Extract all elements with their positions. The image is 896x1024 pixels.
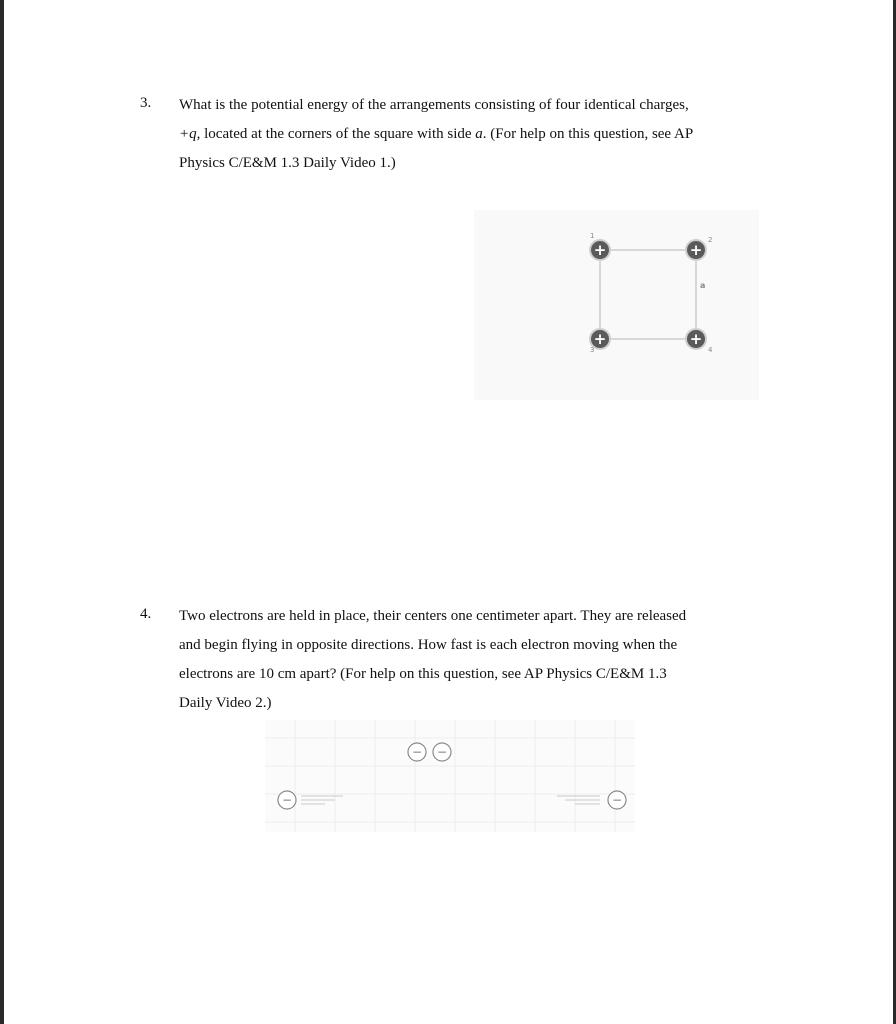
svg-text:+: +: [689, 241, 703, 259]
electron-initial-right: [433, 743, 451, 761]
svg-text:−: −: [281, 793, 293, 807]
question-text: [179, 91, 759, 178]
side-label: a: [700, 281, 706, 290]
charge-symbol: +q: [179, 126, 197, 142]
motion-lines-left: [301, 796, 343, 804]
question-text: [179, 602, 759, 718]
positive-charge-1: [590, 240, 610, 260]
electrons-figure: [265, 720, 635, 832]
corner-label-2: 2: [708, 236, 713, 244]
page-left-border: [0, 0, 4, 1024]
question-line: electrons are 10 cm apart? (For help on this question, see AP Physics C/E&M 1.3: [179, 666, 667, 682]
motion-lines-right: [557, 796, 600, 804]
question-line: [179, 120, 759, 149]
svg-text:−: −: [611, 793, 623, 807]
corner-label-4: 4: [708, 346, 713, 354]
question-line: Two electrons are held in place, their centers one centimeter apart. They are released: [179, 608, 687, 624]
electron-final-right: [608, 791, 626, 809]
question-line-text: . (For help on this question, see AP: [482, 126, 694, 142]
svg-text:+: +: [593, 241, 607, 259]
corner-label-1: 1: [590, 232, 595, 240]
svg-text:−: −: [411, 745, 423, 759]
positive-charge-4: [686, 329, 706, 349]
svg-text:+: +: [689, 330, 703, 348]
positive-charge-2: [686, 240, 706, 260]
electron-initial-left: [408, 743, 426, 761]
question-line: Daily Video 2.): [179, 695, 272, 711]
question-line: and begin flying in opposite directions. How fast is each electron moving when the: [179, 637, 678, 653]
svg-text:−: −: [436, 745, 448, 759]
question-line: Physics C/E&M 1.3 Daily Video 1.): [179, 155, 396, 171]
corner-label-3: 3: [590, 346, 595, 354]
question-number: 3.: [140, 95, 152, 111]
square-charges-figure: [474, 210, 759, 400]
question-line: What is the potential energy of the arrangements consisting of four identical charges,: [179, 97, 689, 113]
electron-final-left: [278, 791, 296, 809]
question-line-text: , located at the corners of the square with side: [196, 126, 472, 142]
side-symbol: a: [475, 126, 483, 142]
background-grid: [265, 720, 635, 832]
question-number: 4.: [140, 606, 152, 622]
svg-text:+: +: [593, 330, 607, 348]
